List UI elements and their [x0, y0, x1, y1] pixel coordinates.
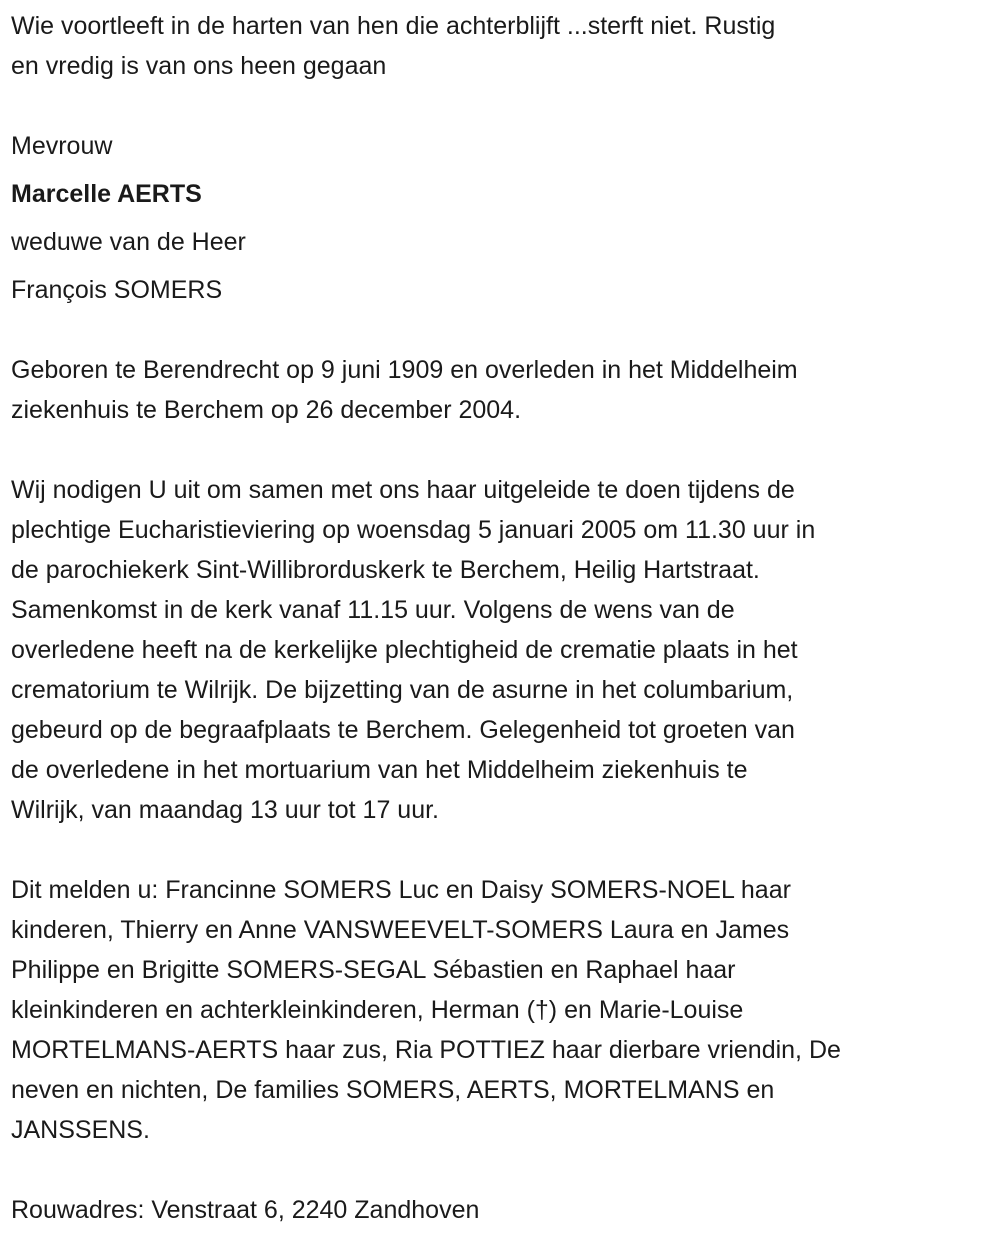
family-announcement — [11, 870, 1000, 1150]
intro-quote — [11, 6, 1000, 86]
text-line: Wilrijk, van maandag 13 uur tot 17 uur. — [11, 796, 440, 824]
deceased-block — [11, 122, 1000, 314]
text-line: Samenkomst in de kerk vanaf 11.15 uur. Volgens de wens van de — [11, 596, 735, 624]
text-line: Philippe en Brigitte SOMERS-SEGAL Sébastien en Raphael haar — [11, 956, 736, 984]
deceased-name: Marcelle AERTS — [11, 180, 202, 208]
text-line: kinderen, Thierry en Anne VANSWEEVELT-SOMERS Laura en James — [11, 916, 790, 944]
text-line: Wie voortleeft in de harten van hen die achterblijft ...sterft niet. Rustig — [11, 12, 776, 40]
text-line: MORTELMANS-AERTS haar zus, Ria POTTIEZ haar dierbare vriendin, De — [11, 1036, 841, 1064]
spouse-name: François SOMERS — [11, 276, 223, 304]
text-line: JANSSENS. — [11, 1116, 150, 1144]
text-line: Dit melden u: Francinne SOMERS Luc en Daisy SOMERS-NOEL haar — [11, 876, 791, 904]
birth-death — [11, 350, 1000, 430]
text-line: Geboren te Berendrecht op 9 juni 1909 en overleden in het Middelheim — [11, 356, 798, 384]
deceased-relation: weduwe van de Heer — [11, 228, 246, 256]
deceased-title: Mevrouw — [11, 132, 113, 160]
text-line: overledene heeft na de kerkelijke plechtigheid de crematie plaats in het — [11, 636, 798, 664]
text-line: plechtige Eucharistieviering op woensdag 5 januari 2005 om 11.30 uur in — [11, 516, 816, 544]
text-line: kleinkinderen en achterkleinkinderen, Herman (†) en Marie-Louise — [11, 996, 744, 1024]
text-line: de parochiekerk Sint-Willibrorduskerk te Berchem, Heilig Hartstraat. — [11, 556, 760, 584]
text-line: Rouwadres: Venstraat 6, 2240 Zandhoven — [11, 1196, 480, 1224]
text-line: crematorium te Wilrijk. De bijzetting van de asurne in het columbarium, — [11, 676, 794, 704]
text-line: neven en nichten, De families SOMERS, AERTS, MORTELMANS en — [11, 1076, 775, 1104]
text-line: gebeurd op de begraafplaats te Berchem. Gelegenheid tot groeten van — [11, 716, 795, 744]
ceremony-details — [11, 470, 1000, 830]
text-line: de overledene in het mortuarium van het Middelheim ziekenhuis te — [11, 756, 748, 784]
text-line: en vredig is van ons heen gegaan — [11, 52, 387, 80]
text-line: ziekenhuis te Berchem op 26 december 2004. — [11, 396, 522, 424]
text-line: Wij nodigen U uit om samen met ons haar uitgeleide te doen tijdens de — [11, 476, 795, 504]
mourning-address — [11, 1190, 1000, 1230]
